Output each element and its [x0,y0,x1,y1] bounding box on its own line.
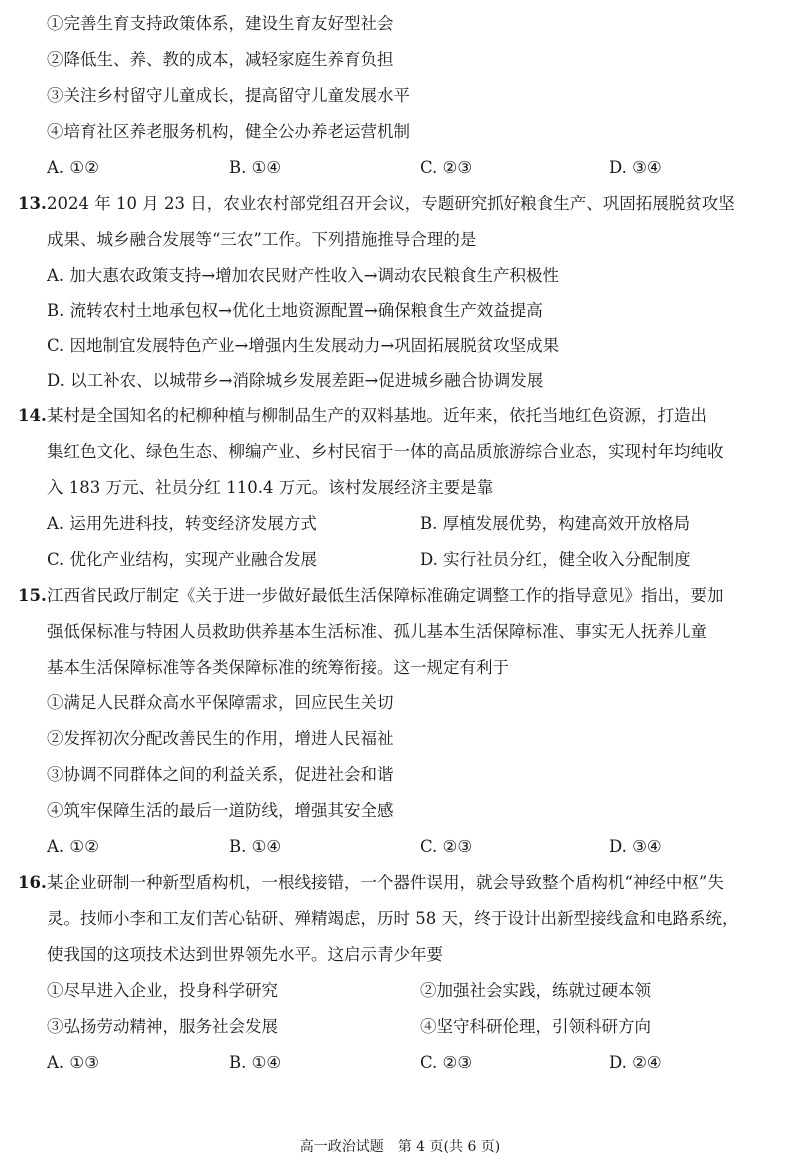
q12-item-2: ②降低生、养、教的成本，减轻家庭生养育负担 [47,50,394,69]
q16-stem-2: 灵。技师小李和工友们苦心钻研、殚精竭虑，历时 58 天，终于设计出新型接线盒和电路系统， [47,909,739,928]
q13-option-c: C. 因地制宜发展特色产业→增强内生发展动力→巩固拓展脱贫攻坚成果 [47,336,560,355]
q15-stem-2: 强低保标准与特困人员救助供养基本生活标准、孤儿基本生活保障标准、事实无人抚养儿童 [47,622,707,641]
q15-option-b: B. ①④ [229,837,282,856]
q15-item-1: ①满足人民群众高水平保障需求，回应民生关切 [47,693,394,712]
q13-stem-2: 成果、城乡融合发展等“三农”工作。下列措施推导合理的是 [47,230,477,249]
q16-item-4: ④坚守科研伦理，引领科研方向 [420,1017,651,1036]
q14-stem-1: 某村是全国知名的杞柳种植与柳制品生产的双料基地。近年来，依托当地红色资源，打造出 [47,406,707,425]
q16-item-3: ③弘扬劳动精神，服务社会发展 [47,1017,278,1036]
q16-option-d: D. ②④ [609,1053,662,1072]
q15-item-3: ③协调不同群体之间的利益关系，促进社会和谐 [47,765,394,784]
q16-item-2: ②加强社会实践，练就过硬本领 [420,981,651,1000]
q14-stem-2: 集红色文化、绿色生态、柳编产业、乡村民宿于一体的高品质旅游综合业态，实现村年均纯收 [47,442,724,461]
q12-item-1: ①完善生育支持政策体系，建设生育友好型社会 [47,14,394,33]
q15-option-d: D. ③④ [609,837,662,856]
q15-number: 15. [18,586,47,605]
q15-option-c: C. ②③ [420,837,473,856]
q16-option-a: A. ①③ [47,1053,99,1072]
q14-option-c: C. 优化产业结构，实现产业融合发展 [47,550,318,569]
q12-item-3: ③关注乡村留守儿童成长，提高留守儿童发展水平 [47,86,410,105]
q13-option-b: B. 流转农村土地承包权→优化土地资源配置→确保粮食生产效益提高 [47,301,543,320]
q12-option-c: C. ②③ [420,158,473,177]
q12-item-4: ④培育社区养老服务机构，健全公办养老运营机制 [47,122,410,141]
q15-item-4: ④筑牢保障生活的最后一道防线，增强其安全感 [47,801,394,820]
q12-option-a: A. ①② [47,158,99,177]
q16-stem-1: 某企业研制一种新型盾构机，一根线接错，一个器件误用，就会导致整个盾构机“神经中枢”失 [47,873,724,892]
q14-option-a: A. 运用先进科技，转变经济发展方式 [47,514,317,533]
q13-option-a: A. 加大惠农政策支持→增加农民财产性收入→调动农民粮食生产积极性 [47,266,560,285]
q12-option-d: D. ③④ [609,158,662,177]
q12-option-b: B. ①④ [229,158,282,177]
q16-number: 16. [18,873,47,892]
q15-stem-1: 江西省民政厅制定《关于进一步做好最低生活保障标准确定调整工作的指导意见》指出，要加 [47,586,724,605]
q14-stem-3: 入 183 万元、社员分红 110.4 万元。该村发展经济主要是靠 [47,478,494,497]
q14-option-d: D. 实行社员分红，健全收入分配制度 [420,550,691,569]
q13-stem-1: 2024 年 10 月 23 日，农业农村部党组召开会议，专题研究抓好粮食生产、巩固拓展脱贫攻坚 [47,194,735,213]
q16-option-b: B. ①④ [229,1053,282,1072]
q16-item-1: ①尽早进入企业，投身科学研究 [47,981,278,1000]
page-footer: 高一政治试题 第 4 页(共 6 页) [299,1139,501,1155]
q15-item-2: ②发挥初次分配改善民生的作用，增进人民福祉 [47,729,394,748]
q14-option-b: B. 厚植发展优势，构建高效开放格局 [420,514,691,533]
q14-number: 14. [18,406,47,425]
q15-stem-3: 基本生活保障标准等各类保障标准的统筹衔接。这一规定有利于 [47,658,509,677]
q13-number: 13. [18,194,47,213]
q16-option-c: C. ②③ [420,1053,473,1072]
q15-option-a: A. ①② [47,837,99,856]
q13-option-d: D. 以工补农、以城带乡→消除城乡发展差距→促进城乡融合协调发展 [47,371,544,390]
q16-stem-3: 使我国的这项技术达到世界领先水平。这启示青少年要 [47,945,443,964]
